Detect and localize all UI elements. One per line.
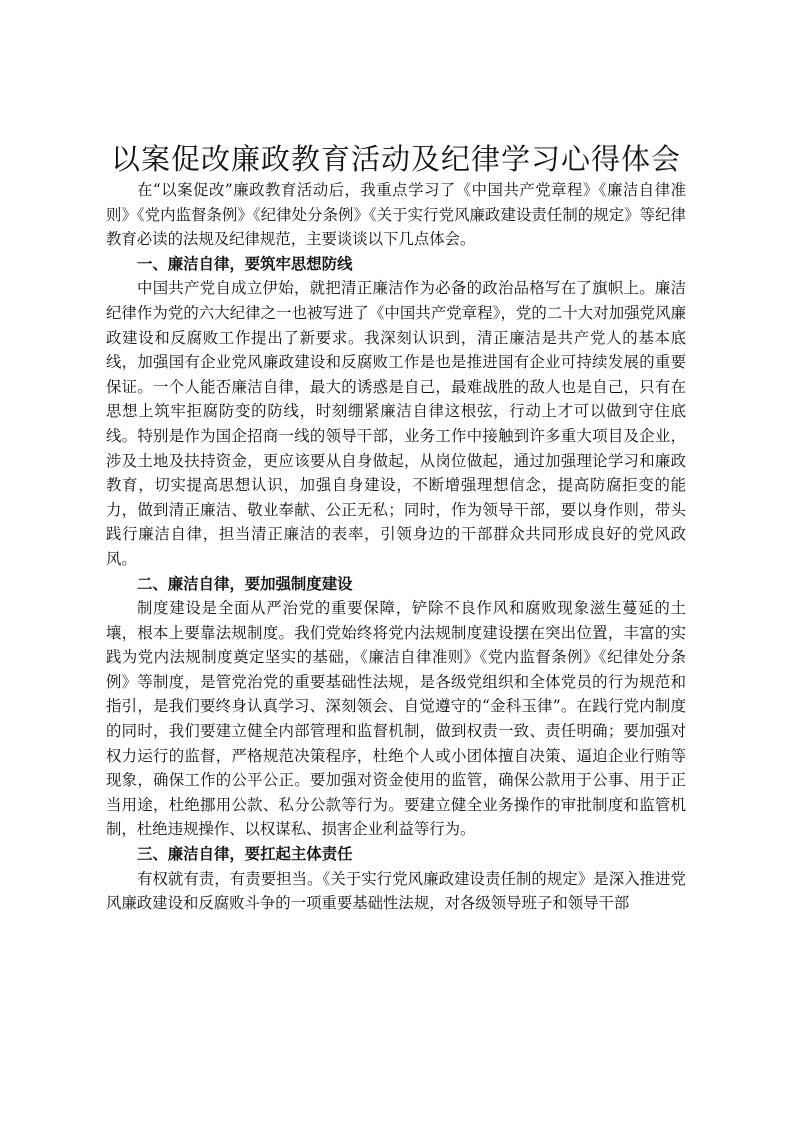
section-1-body: 中国共产党自成立伊始，就把清正廉洁作为必备的政治品格写在了旗帜上。廉洁纪律作为党的六大纪律之一也被写进了《中国共产党章程》，党的二十大对加强党风廉政建设和反腐败工作提出了新要求。我深刻认识到，清正廉洁是共产党人的基本底线，加强国有企业党风廉政建设和反腐败工作是也是推进国有企业可持续发展的重要保证。一个人能否廉洁自律，最大的诱惑是自己，最难战胜的敌人也是自己，只有在思想上筑牢拒腐防变的防线，时刻绷紧廉洁自律这根弦，行动上才可以做到守住底线。特别是作为国企招商一线的领导干部，业务工作中接触到许多重大项目及企业，涉及土地及扶持资金，更应该要从自身做起，从岗位做起，通过加强理论学习和廉政教育，切实提高思想认识，加强自身建设，不断增强理想信念，提高防腐拒变的能力，做到清正廉洁、敬业奉献、公正无私；同时，作为领导干部，要以身作则，带头践行廉洁自律，担当清正廉洁的表率，引领身边的干部群众共同形成良好的党风政风。 xyxy=(106,279,686,568)
section-2-body: 制度建设是全面从严治党的重要保障，铲除不良作风和腐败现象滋生蔓延的土壤，根本上要靠法规制度。我们党始终将党内法规制度建设摆在突出位置，丰富的实践为党内法规制度奠定坚实的基础，《廉洁自律准则》《党内监督条例》《纪律处分条例》等制度，是管党治党的重要基础性法规，是各级党组织和全体党员的行为规范和指引，是我们要终身认真学习、深刻领会、自觉遵守的“金科玉律”。在践行党内制度的同时，我们要建立健全内部管理和监督机制，做到权责一致、责任明确；要加强对权力运行的监督，严格规范决策程序，杜绝个人或小团体擅自决策、逼迫企业行贿等现象，确保工作的公平公正。要加强对资金使用的监管，确保公款用于公事、用于正当用途，杜绝挪用公款、私分公款等行为。要建立健全业务操作的审批制度和监管机制，杜绝违规操作、以权谋私、损害企业利益等行为。 xyxy=(106,599,686,839)
section-1-heading: 一、廉洁自律，要筑牢思想防线 xyxy=(137,254,353,273)
section-3-body: 有权就有责，有责要担当。《关于实行党风廉政建设责任制的规定》是深入推进党风廉政建设和反腐败斗争的一项重要基础性法规，对各级领导班子和领导干部 xyxy=(106,869,686,913)
document-body xyxy=(106,140,686,916)
section-2-heading: 二、廉洁自律，要加强制度建设 xyxy=(137,574,353,593)
intro-paragraph: 在“以案促改”廉政教育活动后，我重点学习了《中国共产党章程》《廉洁自律准则》《党内监督条例》《纪律处分条例》《关于实行党风廉政建设责任制的规定》等纪律教育必读的法规及纪律规范，主要谈谈以下几点体会。 xyxy=(106,181,686,249)
section-3-heading: 三、廉洁自律，要扛起主体责任 xyxy=(137,845,353,864)
document-title: 以案促改廉政教育活动及纪律学习心得体会 xyxy=(110,142,681,176)
